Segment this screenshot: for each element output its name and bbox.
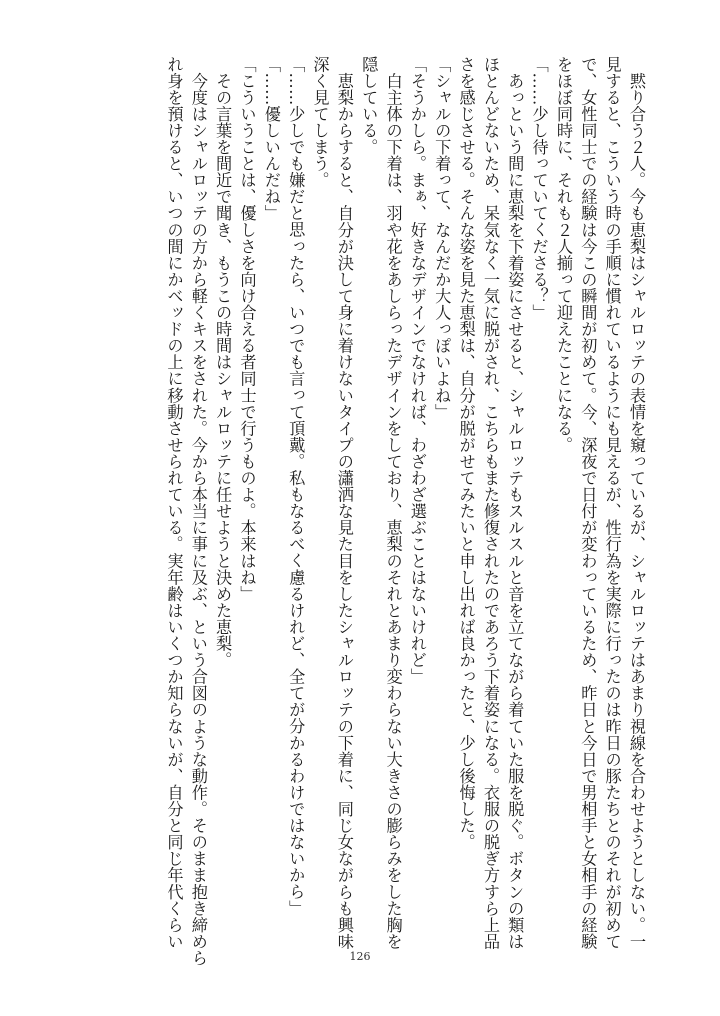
dialogue-line: 「そうかしら。まぁ、好きなデザインでなければ、わざわざ選ぶことはないけれど」 — [407, 56, 427, 685]
dialogue-line: 「……少しでも嫌だと思ったら、いつでも言って頂戴。私もなるべく慮るけれど、全てが分かるわけではないから」 — [286, 56, 306, 917]
text-line: 恵梨からすると、自分が決して身に着けないタイプの瀟洒な見た目をしたシャルロッテの下着に、同じ女ながらも興味 — [334, 56, 354, 950]
text-line: れ身を預けると、いつの間にかベッドの上に移動させられている。実年齢はいくつか知らないが、自分と同じ年代くらい — [164, 56, 184, 950]
text-line: をほぼ同時に、それも２人揃って迎えたことになる。 — [553, 56, 573, 454]
text-line: 黙り合う２人。今も恵梨はシャルロッテの表情を窺っているが、シャルロッテはあまり視線を合わせようとしない。一 — [627, 56, 646, 950]
text-line: 今度はシャルロッテの方から軽くキスをされた。今から本当に事に及ぶ、という合図のような動作。そのまま抱き締めら — [188, 56, 208, 967]
dialogue-line: 「……少し待っていてくださる？」 — [529, 56, 549, 321]
text-line: 深く見てしまう。 — [310, 56, 330, 189]
text-line: 白主体の下着は、羽や花をあしらったデザインをしており、恵梨のそれとあまり変わらない大きさの膨らみをした胸を — [383, 56, 403, 950]
dialogue-line: 「こういうことは、優しさを向け合える者同士で行うものよ。本来はね」 — [237, 56, 257, 603]
page-number: 126 — [349, 950, 371, 963]
text-line: で、女性同士での経験は今この瞬間が初めて。今、深夜で日付が変わっているため、昨日と今日で男相手と女相手の経験 — [578, 56, 598, 950]
dialogue-line: 「……優しいんだね」 — [261, 56, 281, 222]
dialogue-line: 「シャルの下着って、なんだか大人っぽいよね」 — [432, 56, 452, 421]
text-line: あっという間に恵梨を下着姿にさせると、シャルロッテもスルスルと音を立てながら着ていた服を脱ぐ。ボタンの類は — [505, 56, 525, 950]
text-line: ほとんどないため、呆気なく一気に脱がされ、こちらもまた修復されたのであろう下着姿になる。衣服の脱ぎ方すら上品 — [480, 56, 500, 950]
text-line: その言葉を間近で聞き、もうこの時間はシャルロッテに任せようと決めた恵梨。 — [213, 56, 233, 669]
text-line: 見すると、こういう時の手順に慣れているようにも見えるが、性行為を実際に行ったのは昨日の豚たちとのそれが初めて — [602, 56, 622, 950]
text-line: 隠している。 — [359, 56, 379, 156]
text-line: さを感じさせる。そんな姿を見た恵梨は、自分が脱がせてみたいと申し出れば良かったと、少し後悔した。 — [456, 56, 476, 851]
